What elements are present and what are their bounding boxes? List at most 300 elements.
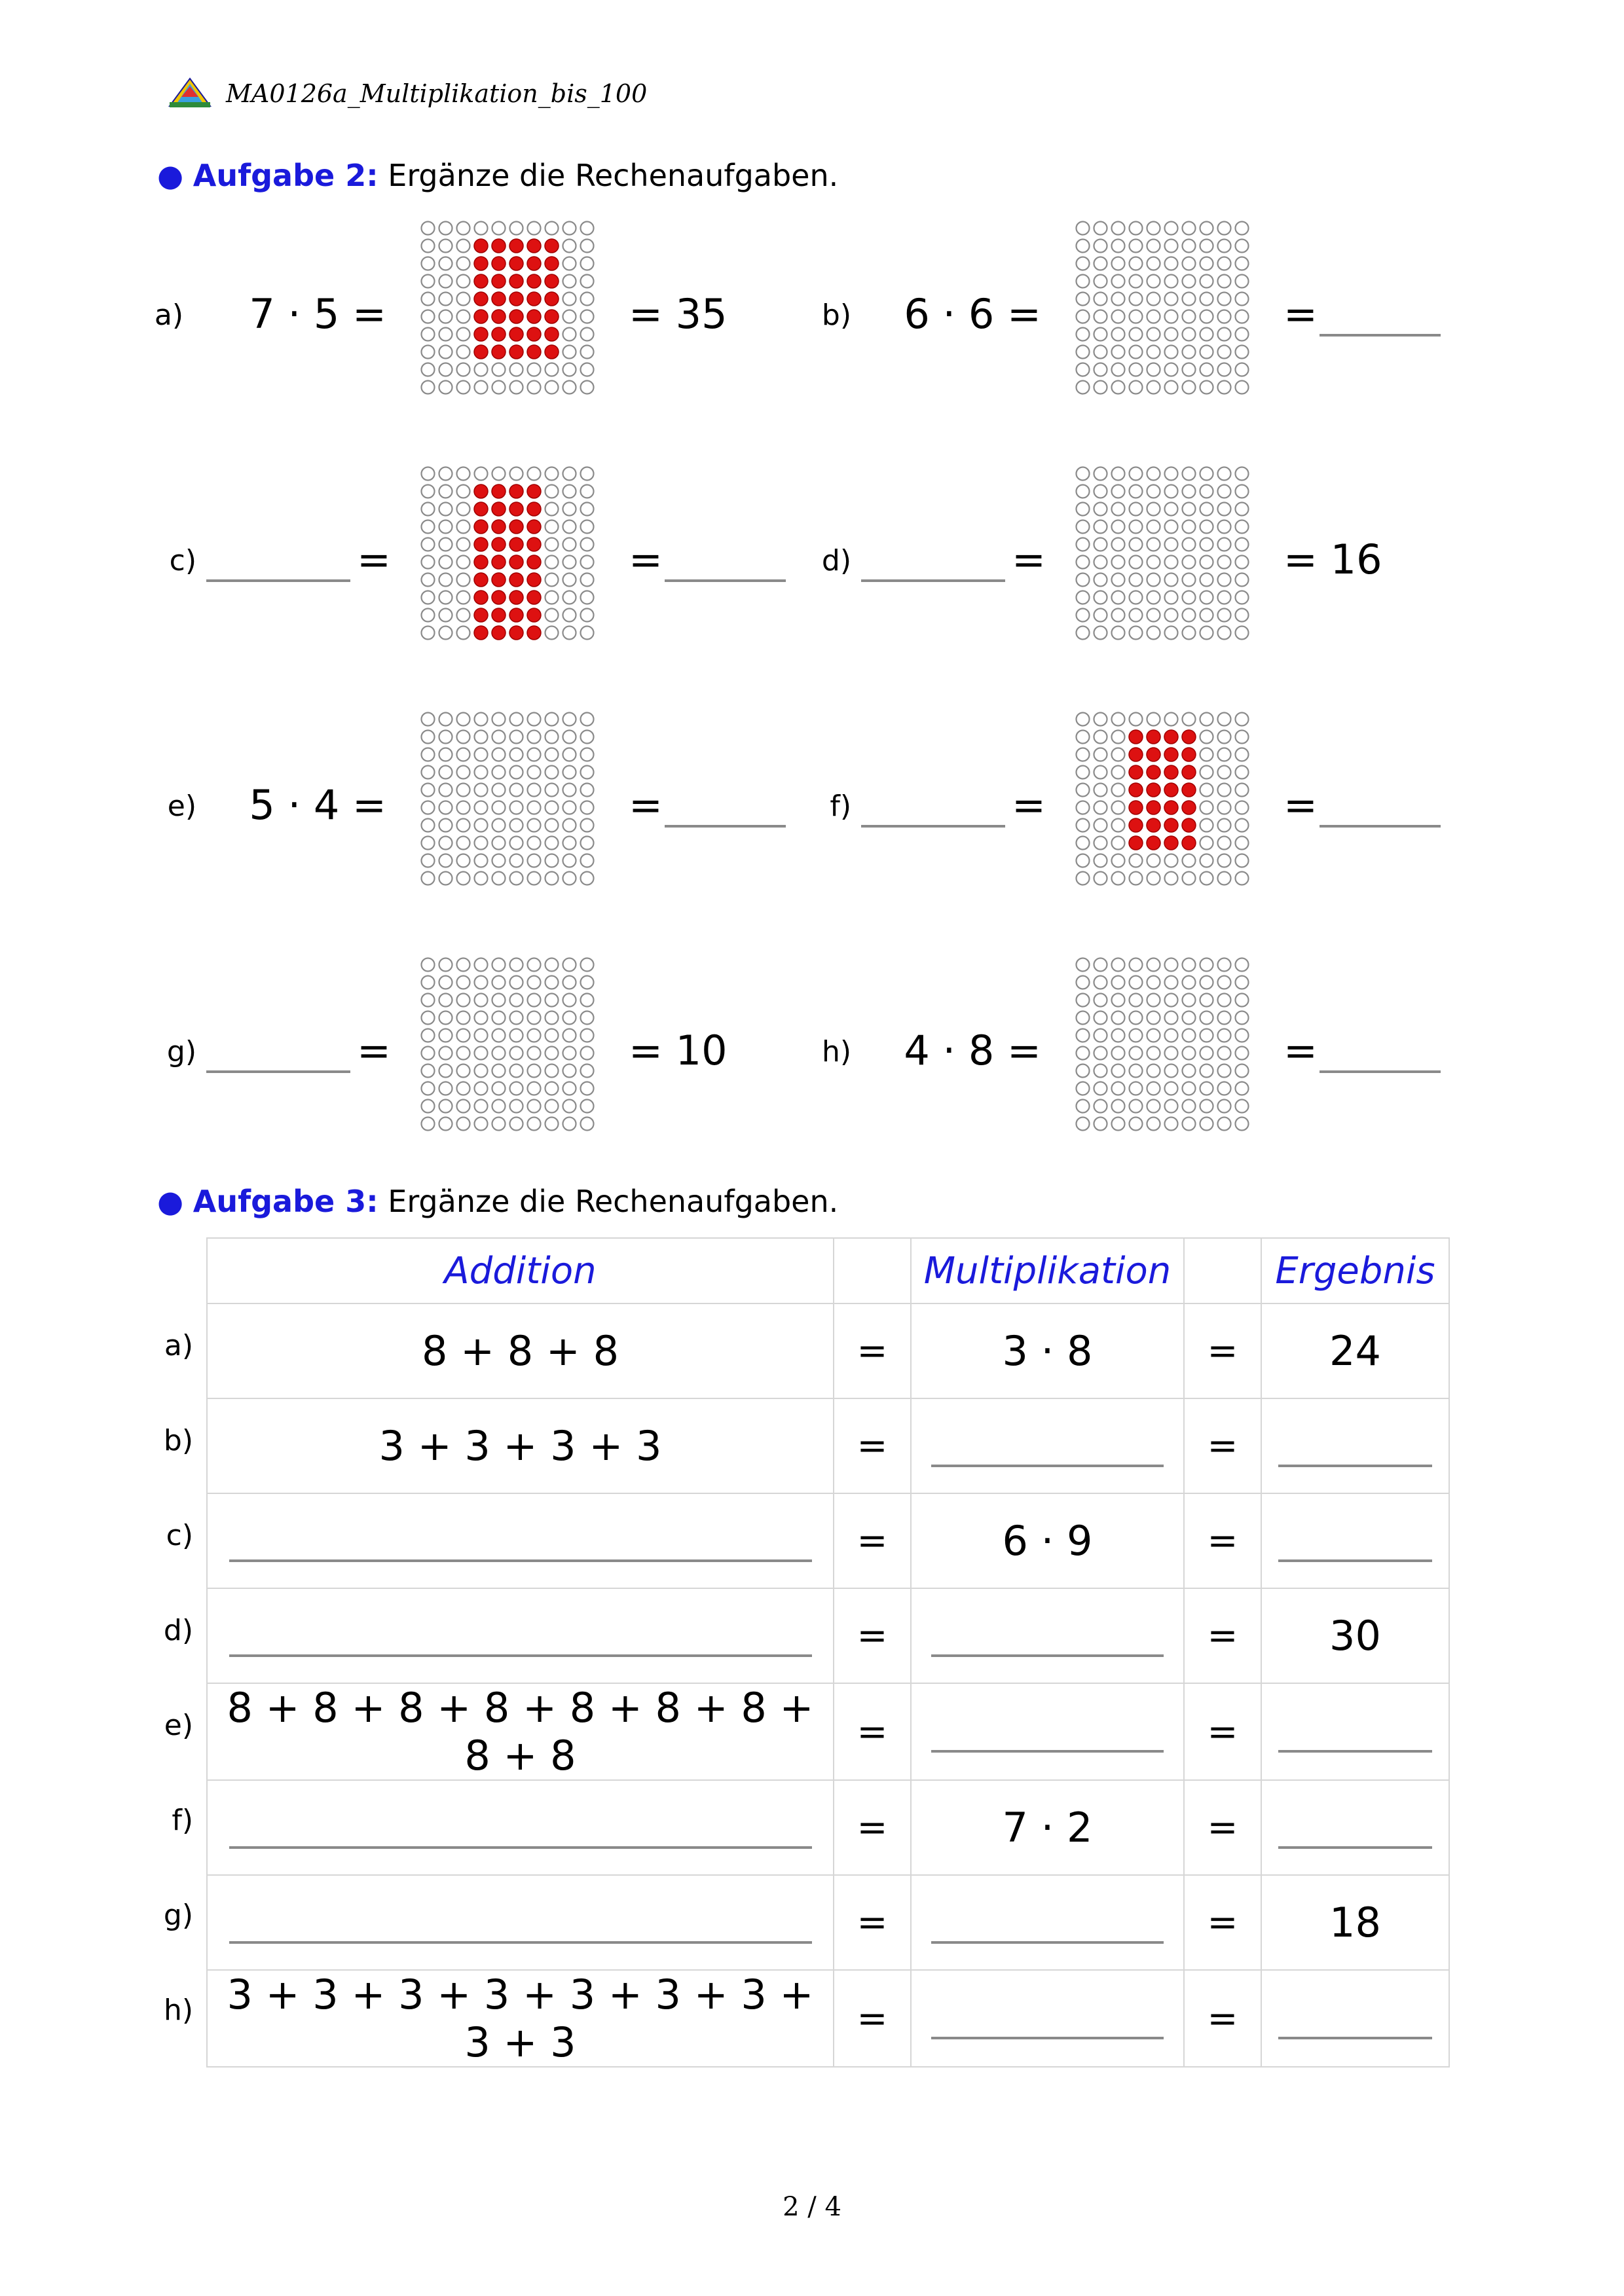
empty-dot xyxy=(1130,1082,1143,1095)
filled-dot xyxy=(509,626,523,640)
answer-blank[interactable] xyxy=(1320,334,1441,337)
empty-dot xyxy=(457,1065,470,1078)
filled-dot xyxy=(509,327,523,341)
row-letter: f) xyxy=(172,1804,193,1837)
answer-blank[interactable] xyxy=(206,1070,350,1073)
empty-dot xyxy=(1183,346,1196,359)
equals-sign-value: = xyxy=(1207,1806,1238,1849)
item-expression: 5 · 4 = xyxy=(249,781,386,829)
empty-dot xyxy=(1112,275,1125,288)
empty-dot xyxy=(1077,556,1090,569)
empty-dot xyxy=(422,310,435,323)
empty-dot xyxy=(475,731,488,744)
empty-dot xyxy=(1218,310,1231,323)
empty-dot xyxy=(581,1011,594,1025)
empty-dot xyxy=(1236,538,1249,551)
empty-dot xyxy=(1147,556,1160,569)
empty-dot xyxy=(1218,485,1231,498)
item-result: = xyxy=(1283,781,1318,829)
filled-dot xyxy=(509,608,523,622)
empty-dot xyxy=(1236,520,1249,534)
empty-dot xyxy=(1200,520,1213,534)
answer-blank[interactable] xyxy=(1278,2037,1432,2039)
empty-dot xyxy=(528,784,541,797)
empty-dot xyxy=(1236,801,1249,814)
empty-dot xyxy=(1218,994,1231,1007)
empty-dot xyxy=(563,310,576,323)
filled-dot xyxy=(509,555,523,569)
empty-dot xyxy=(422,503,435,516)
empty-dot xyxy=(1112,713,1125,726)
empty-dot xyxy=(1165,627,1178,640)
filled-dot xyxy=(492,502,506,516)
filled-dot xyxy=(1164,730,1178,744)
answer-blank[interactable] xyxy=(1320,825,1441,828)
empty-dot xyxy=(1200,766,1213,779)
empty-dot xyxy=(422,275,435,288)
empty-dot xyxy=(1130,854,1143,867)
empty-dot xyxy=(1218,293,1231,306)
empty-dot xyxy=(1183,538,1196,551)
empty-dot xyxy=(1094,766,1107,779)
addition-cell-value: 3 + 3 + 3 + 3 + 3 + 3 + 3 + 3 + 3 xyxy=(227,1971,814,2066)
empty-dot xyxy=(439,784,452,797)
empty-dot xyxy=(475,837,488,850)
empty-dot xyxy=(1147,538,1160,551)
empty-dot xyxy=(1236,713,1249,726)
empty-dot xyxy=(563,801,576,814)
addition-cell xyxy=(207,1398,834,1493)
empty-dot xyxy=(457,609,470,622)
empty-dot xyxy=(1200,958,1213,972)
empty-dot xyxy=(1183,293,1196,306)
empty-dot xyxy=(1112,627,1125,640)
empty-dot xyxy=(475,801,488,814)
filled-dot xyxy=(527,608,541,622)
empty-dot xyxy=(1094,1082,1107,1095)
empty-dot xyxy=(1130,872,1143,885)
filled-dot xyxy=(527,239,541,253)
table-row xyxy=(207,1398,1449,1493)
empty-dot xyxy=(528,766,541,779)
empty-dot xyxy=(1112,766,1125,779)
dot-grid xyxy=(419,956,596,1133)
empty-dot xyxy=(581,310,594,323)
answer-blank[interactable] xyxy=(931,1941,1164,1944)
filled-dot xyxy=(509,345,523,359)
empty-dot xyxy=(1218,328,1231,341)
filled-dot xyxy=(509,310,523,323)
equals-sign-value: = xyxy=(1207,1330,1238,1372)
empty-dot xyxy=(1218,363,1231,376)
empty-dot xyxy=(545,381,559,394)
empty-dot xyxy=(1200,363,1213,376)
multiplication-cell-value: 7 · 2 xyxy=(1002,1804,1093,1851)
empty-dot xyxy=(1147,976,1160,989)
empty-dot xyxy=(581,520,594,534)
empty-dot xyxy=(439,994,452,1007)
empty-dot xyxy=(528,748,541,761)
answer-blank[interactable] xyxy=(861,825,1005,828)
empty-dot xyxy=(457,485,470,498)
bullet-icon: ● xyxy=(157,1184,184,1219)
empty-dot xyxy=(528,854,541,867)
empty-dot xyxy=(1077,731,1090,744)
empty-dot xyxy=(545,766,559,779)
empty-dot xyxy=(581,222,594,235)
empty-dot xyxy=(1218,713,1231,726)
answer-blank[interactable] xyxy=(1278,1846,1432,1849)
empty-dot xyxy=(1094,310,1107,323)
empty-dot xyxy=(475,854,488,867)
empty-dot xyxy=(422,713,435,726)
empty-dot xyxy=(528,1047,541,1060)
empty-dot xyxy=(1183,574,1196,587)
empty-dot xyxy=(1112,222,1125,235)
empty-dot xyxy=(1183,1029,1196,1042)
empty-dot xyxy=(1200,854,1213,867)
answer-blank[interactable] xyxy=(861,579,1005,582)
empty-dot xyxy=(1183,503,1196,516)
empty-dot xyxy=(528,713,541,726)
filled-dot xyxy=(474,484,488,498)
empty-dot xyxy=(492,801,506,814)
empty-dot xyxy=(1218,275,1231,288)
empty-dot xyxy=(457,801,470,814)
empty-dot xyxy=(1218,1011,1231,1025)
empty-dot xyxy=(510,1118,523,1131)
equals-sign-value: = xyxy=(857,1425,888,1467)
filled-dot xyxy=(1147,765,1160,779)
empty-dot xyxy=(1218,837,1231,850)
equals-sign xyxy=(834,1683,911,1780)
document-title: MA0126a_Multiplikation_bis_100 xyxy=(226,79,648,108)
empty-dot xyxy=(439,503,452,516)
answer-blank[interactable] xyxy=(931,1465,1164,1467)
empty-dot xyxy=(1236,1118,1249,1131)
empty-dot xyxy=(439,485,452,498)
empty-dot xyxy=(1077,328,1090,341)
task3-label: Aufgabe 3: xyxy=(193,1184,378,1219)
empty-dot xyxy=(510,801,523,814)
answer-blank[interactable] xyxy=(1278,1465,1432,1467)
header-result: Ergebnis xyxy=(1261,1238,1449,1303)
empty-dot xyxy=(563,1100,576,1113)
empty-dot xyxy=(1218,801,1231,814)
filled-dot xyxy=(1129,783,1143,797)
answer-blank[interactable] xyxy=(229,1654,812,1657)
answer-blank[interactable] xyxy=(229,1846,812,1849)
empty-dot xyxy=(1130,994,1143,1007)
empty-dot xyxy=(1183,485,1196,498)
filled-dot xyxy=(1129,818,1143,832)
result-cell-value: 30 xyxy=(1329,1612,1381,1660)
answer-blank[interactable] xyxy=(206,579,350,582)
empty-dot xyxy=(1147,520,1160,534)
empty-dot xyxy=(528,1118,541,1131)
empty-dot xyxy=(1236,574,1249,587)
answer-blank[interactable] xyxy=(229,1941,812,1944)
filled-dot xyxy=(492,520,506,534)
answer-blank[interactable] xyxy=(1278,1559,1432,1562)
answer-blank[interactable] xyxy=(931,2037,1164,2039)
empty-dot xyxy=(1094,222,1107,235)
empty-dot xyxy=(1183,310,1196,323)
empty-dot xyxy=(492,1100,506,1113)
filled-dot xyxy=(474,292,488,306)
empty-dot xyxy=(422,257,435,270)
equals-sign-value: = xyxy=(857,1710,888,1753)
empty-dot xyxy=(492,976,506,989)
empty-dot xyxy=(1236,994,1249,1007)
empty-dot xyxy=(1218,222,1231,235)
empty-dot xyxy=(457,627,470,640)
empty-dot xyxy=(1147,240,1160,253)
empty-dot xyxy=(422,609,435,622)
empty-dot xyxy=(1094,1047,1107,1060)
empty-dot xyxy=(1112,837,1125,850)
empty-dot xyxy=(528,222,541,235)
empty-dot xyxy=(1236,591,1249,604)
empty-dot xyxy=(563,713,576,726)
empty-dot xyxy=(1112,1047,1125,1060)
empty-dot xyxy=(457,958,470,972)
empty-dot xyxy=(1094,784,1107,797)
empty-dot xyxy=(1218,1047,1231,1060)
empty-dot xyxy=(1200,503,1213,516)
empty-dot xyxy=(1165,574,1178,587)
empty-dot xyxy=(528,801,541,814)
empty-dot xyxy=(475,766,488,779)
empty-dot xyxy=(581,1118,594,1131)
empty-dot xyxy=(1236,837,1249,850)
empty-dot xyxy=(1236,958,1249,972)
empty-dot xyxy=(510,1029,523,1042)
answer-blank[interactable] xyxy=(665,579,786,582)
result-cell xyxy=(1261,1303,1449,1398)
empty-dot xyxy=(1147,958,1160,972)
empty-dot xyxy=(1165,1011,1178,1025)
task2-heading xyxy=(157,156,838,195)
result-cell xyxy=(1261,1875,1449,1970)
empty-dot xyxy=(492,854,506,867)
empty-dot xyxy=(422,363,435,376)
empty-dot xyxy=(439,713,452,726)
empty-dot xyxy=(1147,275,1160,288)
empty-dot xyxy=(1200,574,1213,587)
empty-dot xyxy=(1077,1047,1090,1060)
empty-dot xyxy=(545,958,559,972)
filled-dot xyxy=(527,502,541,516)
filled-dot xyxy=(545,327,559,341)
empty-dot xyxy=(1183,627,1196,640)
answer-blank[interactable] xyxy=(931,1750,1164,1753)
empty-dot xyxy=(1183,1065,1196,1078)
empty-dot xyxy=(475,1065,488,1078)
empty-dot xyxy=(1165,1082,1178,1095)
empty-dot xyxy=(1077,591,1090,604)
empty-dot xyxy=(457,976,470,989)
empty-dot xyxy=(528,1082,541,1095)
filled-dot xyxy=(527,484,541,498)
filled-dot xyxy=(474,608,488,622)
empty-dot xyxy=(581,574,594,587)
answer-blank[interactable] xyxy=(229,1559,812,1562)
empty-dot xyxy=(492,713,506,726)
equals-sign xyxy=(1184,1875,1261,1970)
empty-dot xyxy=(1236,381,1249,394)
empty-dot xyxy=(1236,731,1249,744)
equals-sign-value: = xyxy=(857,1997,888,2040)
empty-dot xyxy=(1077,485,1090,498)
empty-dot xyxy=(563,784,576,797)
empty-dot xyxy=(1077,837,1090,850)
empty-dot xyxy=(422,467,435,481)
empty-dot xyxy=(1077,574,1090,587)
empty-dot xyxy=(1112,240,1125,253)
answer-blank[interactable] xyxy=(665,825,786,828)
empty-dot xyxy=(563,520,576,534)
answer-blank[interactable] xyxy=(931,1654,1164,1657)
empty-dot xyxy=(1112,1065,1125,1078)
empty-dot xyxy=(1130,222,1143,235)
empty-dot xyxy=(1183,328,1196,341)
empty-dot xyxy=(492,837,506,850)
empty-dot xyxy=(1218,240,1231,253)
empty-dot xyxy=(1183,520,1196,534)
empty-dot xyxy=(1112,257,1125,270)
empty-dot xyxy=(1112,801,1125,814)
empty-dot xyxy=(439,1118,452,1131)
empty-dot xyxy=(581,381,594,394)
empty-dot xyxy=(1236,854,1249,867)
empty-dot xyxy=(1200,819,1213,832)
empty-dot xyxy=(581,731,594,744)
empty-dot xyxy=(1094,801,1107,814)
empty-dot xyxy=(1077,872,1090,885)
empty-dot xyxy=(1077,819,1090,832)
empty-dot xyxy=(1147,1118,1160,1131)
empty-dot xyxy=(1236,976,1249,989)
result-cell xyxy=(1261,1970,1449,2067)
result-cell-value: 18 xyxy=(1329,1899,1381,1946)
empty-dot xyxy=(528,1029,541,1042)
empty-dot xyxy=(1165,1118,1178,1131)
empty-dot xyxy=(1094,591,1107,604)
item-result: = 16 xyxy=(1283,536,1382,583)
addition-cell xyxy=(207,1588,834,1683)
empty-dot xyxy=(1112,854,1125,867)
empty-dot xyxy=(1130,1118,1143,1131)
empty-dot xyxy=(1236,627,1249,640)
empty-dot xyxy=(1218,346,1231,359)
empty-dot xyxy=(1236,328,1249,341)
item-result: = xyxy=(629,781,663,829)
empty-dot xyxy=(1094,467,1107,481)
empty-dot xyxy=(1094,731,1107,744)
empty-dot xyxy=(563,748,576,761)
empty-dot xyxy=(1165,609,1178,622)
task3-instruction: Ergänze die Rechenaufgaben. xyxy=(388,1184,839,1219)
empty-dot xyxy=(1218,591,1231,604)
empty-dot xyxy=(563,976,576,989)
empty-dot xyxy=(528,1011,541,1025)
empty-dot xyxy=(1130,713,1143,726)
header-spacer xyxy=(834,1238,911,1303)
empty-dot xyxy=(1077,627,1090,640)
empty-dot xyxy=(1094,240,1107,253)
empty-dot xyxy=(457,503,470,516)
empty-dot xyxy=(1094,381,1107,394)
empty-dot xyxy=(457,520,470,534)
empty-dot xyxy=(1236,1100,1249,1113)
empty-dot xyxy=(1200,275,1213,288)
empty-dot xyxy=(439,538,452,551)
item-expression: 6 · 6 = xyxy=(904,290,1041,338)
empty-dot xyxy=(1077,994,1090,1007)
empty-dot xyxy=(1200,293,1213,306)
empty-dot xyxy=(1200,556,1213,569)
filled-dot xyxy=(474,555,488,569)
empty-dot xyxy=(439,609,452,622)
table-row xyxy=(207,1493,1449,1588)
empty-dot xyxy=(545,520,559,534)
empty-dot xyxy=(1200,872,1213,885)
empty-dot xyxy=(422,556,435,569)
addition-cell xyxy=(207,1875,834,1970)
empty-dot xyxy=(1218,976,1231,989)
empty-dot xyxy=(1077,346,1090,359)
empty-dot xyxy=(422,627,435,640)
result-cell xyxy=(1261,1780,1449,1875)
empty-dot xyxy=(1094,293,1107,306)
empty-dot xyxy=(510,819,523,832)
answer-blank[interactable] xyxy=(1278,1750,1432,1753)
empty-dot xyxy=(1165,556,1178,569)
empty-dot xyxy=(1165,538,1178,551)
empty-dot xyxy=(492,994,506,1007)
empty-dot xyxy=(1112,310,1125,323)
dot-grid xyxy=(1074,956,1251,1133)
empty-dot xyxy=(1077,1029,1090,1042)
filled-dot xyxy=(492,327,506,341)
filled-dot xyxy=(492,484,506,498)
filled-dot xyxy=(545,274,559,288)
empty-dot xyxy=(545,854,559,867)
empty-dot xyxy=(439,958,452,972)
addition-cell xyxy=(207,1780,834,1875)
empty-dot xyxy=(545,1011,559,1025)
item-result: = xyxy=(1283,1027,1318,1074)
empty-dot xyxy=(457,819,470,832)
empty-dot xyxy=(1165,994,1178,1007)
filled-dot xyxy=(1147,836,1160,850)
empty-dot xyxy=(545,872,559,885)
answer-blank[interactable] xyxy=(1320,1070,1441,1073)
empty-dot xyxy=(439,346,452,359)
empty-dot xyxy=(563,1011,576,1025)
empty-dot xyxy=(422,766,435,779)
empty-dot xyxy=(1112,1029,1125,1042)
result-cell xyxy=(1261,1683,1449,1780)
empty-dot xyxy=(563,994,576,1007)
empty-dot xyxy=(492,748,506,761)
empty-dot xyxy=(475,1029,488,1042)
empty-dot xyxy=(1094,275,1107,288)
empty-dot xyxy=(1077,1011,1090,1025)
empty-dot xyxy=(439,872,452,885)
empty-dot xyxy=(1077,293,1090,306)
